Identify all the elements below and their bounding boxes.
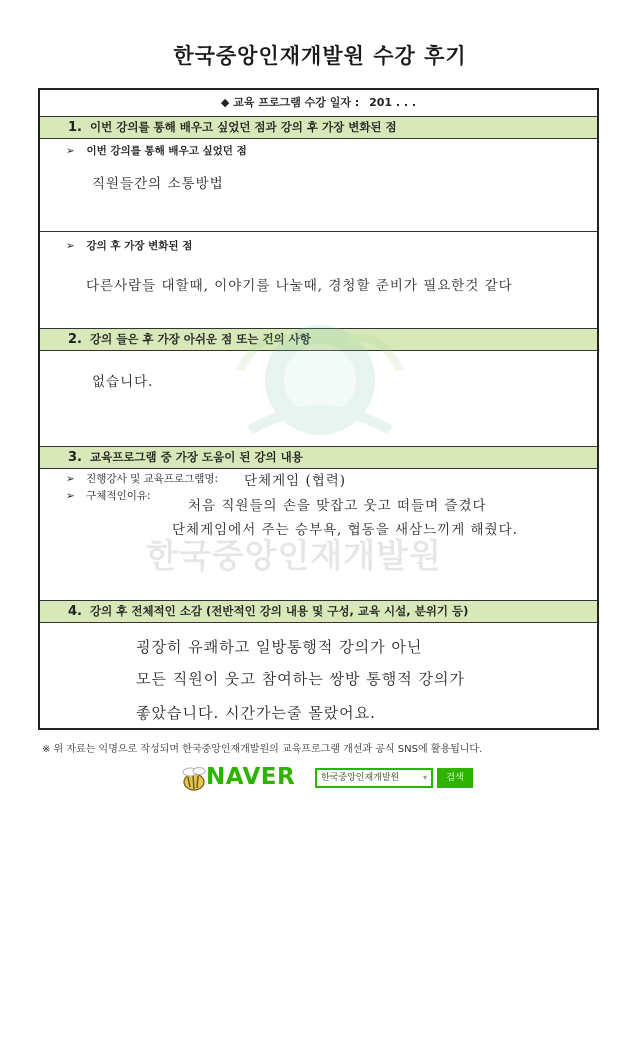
answer-4-line2: 모든 직원이 웃고 참여하는 쌍방 통행적 강의가	[136, 670, 465, 688]
section-title: 강의 들은 후 가장 아쉬운 점 또는 건의 사항	[90, 332, 311, 346]
section-1-sub-a	[66, 143, 247, 158]
section-3-label-a	[66, 471, 218, 486]
answer-4-line3: 좋았습니다. 시간가는줄 몰랐어요.	[136, 704, 376, 722]
diamond-bullet-icon: ◆	[220, 96, 230, 109]
section-1-heading	[40, 116, 597, 139]
bee-mascot-icon	[180, 765, 206, 793]
search-query: 한국중앙인재개발원	[321, 773, 400, 783]
naver-wordmark: NAVER	[206, 764, 296, 790]
answer-1b: 다른사람들 대할때, 이야기를 나눌때, 경청할 준비가 필요한것 같다	[86, 278, 513, 294]
sub-label: 강의 후 가장 변화된 점	[86, 240, 193, 252]
search-input[interactable]	[315, 768, 433, 788]
date-value: 201 . . .	[369, 96, 417, 109]
arrow-bullet-icon: ➢	[66, 145, 75, 157]
answer-1a: 직원들간의 소통방법	[92, 176, 224, 192]
arrow-bullet-icon: ➢	[66, 473, 75, 485]
answer-4-line1: 굉장히 유쾌하고 일방통행적 강의가 아닌	[136, 638, 423, 656]
answer-3a: 단체게임 (협력)	[244, 473, 347, 489]
section-number: 2.	[68, 332, 82, 347]
arrow-bullet-icon: ➢	[66, 240, 75, 252]
watermark-text: 한국중앙인재개발원	[146, 536, 442, 575]
date-row	[40, 90, 597, 117]
chevron-down-icon: ▾	[422, 773, 427, 782]
divider	[40, 231, 597, 232]
search-button[interactable]: 검색	[437, 768, 473, 788]
field-label: 진행강사 및 교육프로그램명:	[86, 473, 219, 485]
section-title: 이번 강의를 통해 배우고 싶었던 점과 강의 후 가장 변화된 점	[90, 120, 397, 134]
field-label: 구체적인이유:	[86, 490, 151, 502]
arrow-bullet-icon: ➢	[66, 490, 75, 502]
section-number: 4.	[68, 604, 82, 619]
answer-3b-line2: 단체게임에서 주는 승부욕, 협동을 새삼느끼게 해줬다.	[172, 522, 518, 538]
section-number: 3.	[68, 450, 82, 465]
footnote: ※ 위 자료는 익명으로 작성되며 한국중앙인재개발원의 교육프로그램 개선과 공식 SNS에 활용됩니다.	[42, 744, 483, 755]
naver-search-banner	[180, 764, 480, 794]
section-4-heading	[40, 600, 597, 623]
answer-3b-line1: 처음 직원들의 손을 맞잡고 웃고 떠들며 즐겼다	[188, 498, 487, 514]
section-title: 교육프로그램 중 가장 도움이 된 강의 내용	[90, 450, 303, 464]
naver-logo	[180, 764, 310, 794]
page-title: 한국중앙인재개발원 수강 후기	[173, 44, 467, 68]
date-label: 교육 프로그램 수강 일자 :	[233, 96, 360, 109]
blank-area	[0, 878, 640, 1054]
section-number: 1.	[68, 120, 82, 135]
answer-2: 없습니다.	[92, 374, 154, 390]
section-1-sub-b	[66, 238, 192, 253]
section-title: 강의 후 전체적인 소감 (전반적인 강의 내용 및 구성, 교육 시설, 분위기 등)	[90, 604, 469, 618]
sub-label: 이번 강의를 통해 배우고 싶었던 점	[86, 145, 247, 157]
watermark-emblem-icon	[220, 310, 420, 460]
section-3-label-b	[66, 488, 151, 503]
